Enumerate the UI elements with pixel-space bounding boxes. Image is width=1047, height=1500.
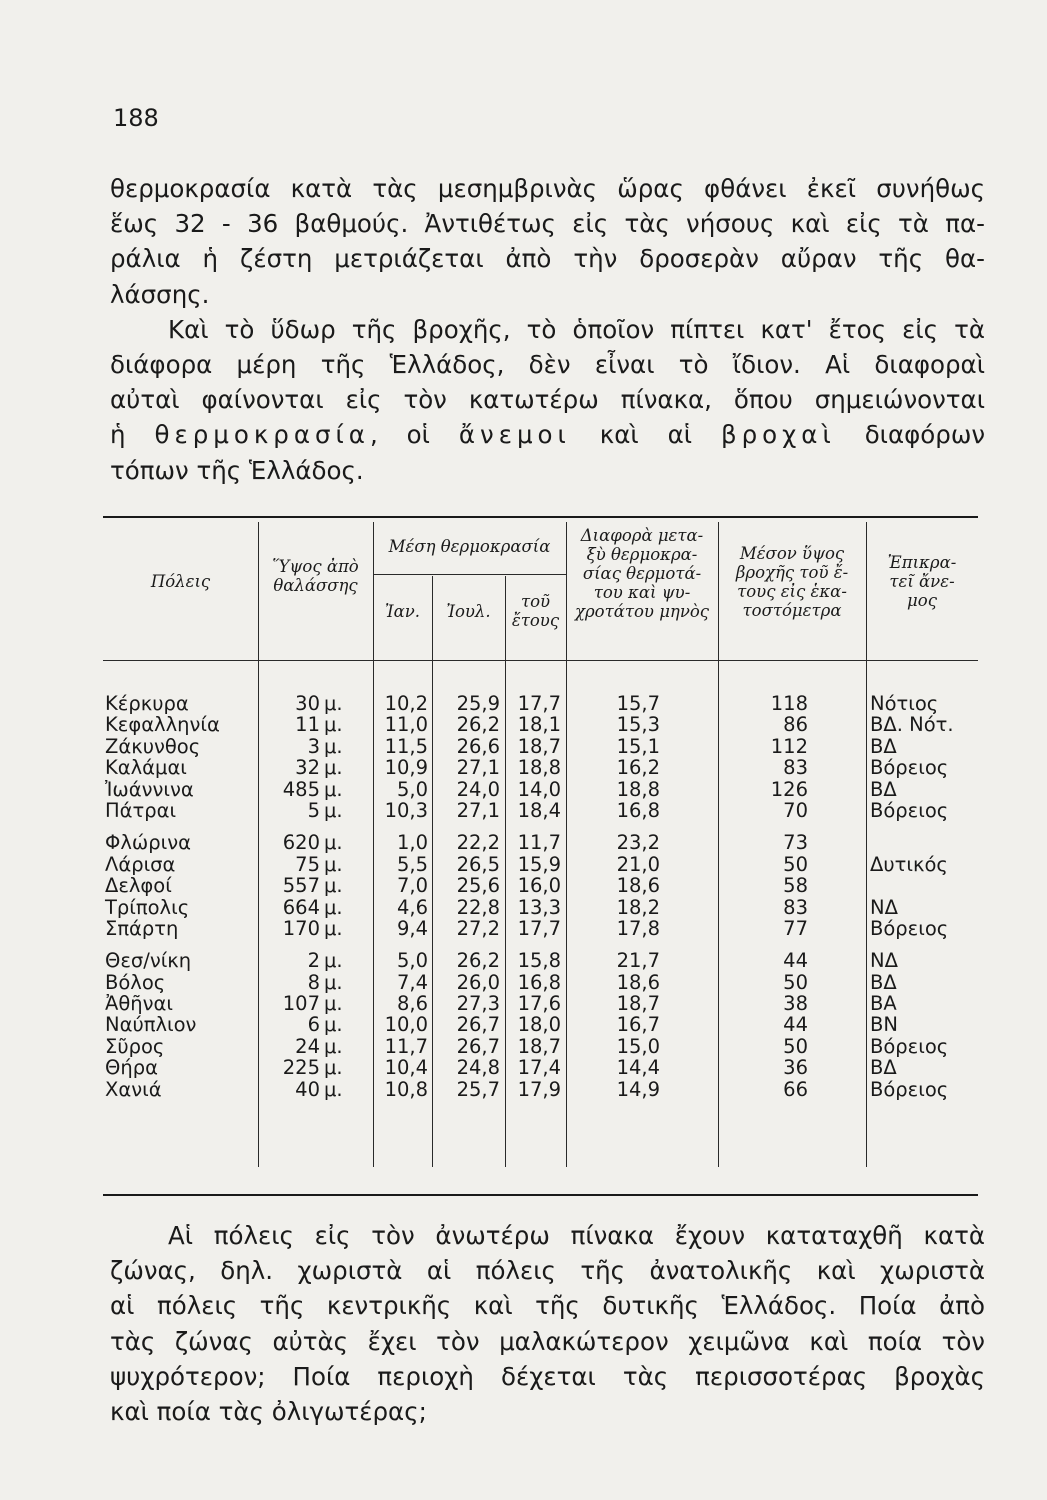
cell-jul: 27,1 <box>456 756 500 780</box>
cell-diff: 21,0 <box>616 852 660 876</box>
text-line: αὐταὶ φαίνονται εἰς τὸν κατωτέρω πίνακα, ὅπου σημειώνονται <box>110 385 985 415</box>
cell-jan: 7,4 <box>396 970 428 994</box>
column-year <box>505 693 561 1100</box>
cell-city: Θεσ/νίκη <box>105 949 192 973</box>
cell-altitude: 664 <box>282 895 320 919</box>
cell-rain: 83 <box>783 895 808 919</box>
cell-altitude: 40 <box>295 1077 320 1101</box>
cell-altitude: 24 <box>295 1034 320 1058</box>
cell-jul: 26,7 <box>456 1013 500 1037</box>
cell-altitude-unit: μ. <box>324 1056 343 1080</box>
text-line: τὰς ζώνας αὐτὰς ἔχει τὸν μαλακώτερον χειμῶνα καὶ ποία τὸν <box>110 1326 985 1356</box>
cell-jan: 5,0 <box>396 949 428 973</box>
header-line: τοστόμετρα <box>742 601 842 620</box>
cell-year: 18,0 <box>517 1013 561 1037</box>
column-jan <box>373 693 428 1100</box>
cell-diff: 18,8 <box>616 777 660 801</box>
cell-city: Βόλος <box>105 970 166 994</box>
header-line: τοῦ <box>520 592 551 611</box>
cell-rain: 50 <box>783 852 808 876</box>
cell-year: 16,8 <box>517 970 561 994</box>
cell-wind: Βόρειος <box>870 1077 949 1101</box>
cell-altitude-unit: μ. <box>324 970 343 994</box>
column-altitude <box>262 693 320 1100</box>
header-line: Ἐπικρα- <box>887 553 957 572</box>
cell-altitude: 485 <box>282 777 320 801</box>
cell-city: Σπάρτη <box>105 916 179 940</box>
cell-altitude-unit: μ. <box>324 949 343 973</box>
cell-diff: 16,7 <box>616 1013 660 1037</box>
cell-city: Κεφαλληνία <box>105 713 220 737</box>
cell-diff: 15,0 <box>616 1034 660 1058</box>
cell-city: Κέρκυρα <box>105 692 189 715</box>
cell-city: Ναύπλιον <box>105 1013 197 1037</box>
cell-rain: 44 <box>783 1013 808 1037</box>
group-gap <box>870 821 975 832</box>
cell-wind: ΝΔ <box>870 895 898 919</box>
cell-altitude: 225 <box>282 1056 320 1080</box>
cell-altitude: 2 <box>307 949 320 973</box>
cell-wind: Δυτικός <box>870 852 948 876</box>
cell-altitude: 557 <box>282 874 320 898</box>
cell-rain: 58 <box>783 874 808 898</box>
spaced-word: βροχαὶ <box>720 420 836 450</box>
cell-diff: 17,8 <box>616 916 660 940</box>
cell-diff: 21,7 <box>616 949 660 973</box>
cell-wind <box>870 875 975 896</box>
cell-rain: 38 <box>783 992 808 1016</box>
cell-wind: ΒΔ. Νότ. <box>870 713 954 737</box>
cell-jan: 10,4 <box>384 1056 428 1080</box>
cell-year: 11,7 <box>517 831 561 855</box>
header-year <box>505 592 566 630</box>
header-divider <box>103 660 978 661</box>
header-city: Πόλεις <box>150 572 211 591</box>
cell-altitude: 3 <box>307 734 320 758</box>
cell-year: 18,1 <box>517 713 561 737</box>
cell-jul: 22,2 <box>456 831 500 855</box>
cell-rain: 118 <box>770 692 808 715</box>
cell-diff: 15,1 <box>616 734 660 758</box>
cell-jul: 27,2 <box>456 916 500 940</box>
header-line: τους εἰς ἑκα- <box>737 582 847 601</box>
text-fragment: , οἱ <box>369 420 430 450</box>
cell-altitude-unit: μ. <box>324 895 343 919</box>
cell-wind: ΒΝ <box>870 1013 898 1037</box>
cell-city: Δελφοί <box>105 874 172 898</box>
text-line: ζώνας, δηλ. χωριστὰ αἱ πόλεις τῆς ἀνατολικῆς καὶ χωριστὰ <box>110 1256 985 1286</box>
cell-diff: 16,2 <box>616 756 660 780</box>
header-line: Διαφορὰ μετα- <box>580 526 704 545</box>
cell-jan: 11,0 <box>384 713 428 737</box>
cell-jul: 27,1 <box>456 798 500 822</box>
cell-rain: 70 <box>783 798 808 822</box>
cell-wind <box>870 832 975 853</box>
cell-year: 17,7 <box>517 692 561 715</box>
cell-jan: 10,9 <box>384 756 428 780</box>
header-altitude <box>258 557 373 595</box>
cell-jan: 10,0 <box>384 1013 428 1037</box>
cell-altitude-unit: μ. <box>324 916 343 940</box>
cell-diff: 14,4 <box>616 1056 660 1080</box>
cell-jul: 26,2 <box>456 949 500 973</box>
cell-city: Ζάκυνθος <box>105 734 201 758</box>
cell-jan: 1,0 <box>396 831 428 855</box>
spaced-word: ἄνεμοι <box>458 420 571 450</box>
text-line <box>110 417 985 452</box>
cell-year: 18,4 <box>517 798 561 822</box>
text-line: καὶ ποία τὰς ὀλιγωτέρας; <box>110 1397 427 1427</box>
header-line: τεῖ ἄνε- <box>889 572 955 591</box>
cell-wind: ΒΔ <box>870 777 897 801</box>
cell-jul: 22,8 <box>456 895 500 919</box>
cell-diff: 23,2 <box>616 831 660 855</box>
cell-city: Πάτραι <box>105 798 177 822</box>
header-line: Ὕψος ἀπὸ <box>272 557 359 576</box>
intro-paragraph <box>110 171 985 488</box>
text-line: θερμοκρασία κατὰ τὰς μεσημβρινὰς ὥρας φθάνει ἐκεῖ συνήθως <box>110 174 985 203</box>
cell-year: 17,7 <box>517 916 561 940</box>
cell-city: Χανιά <box>105 1077 162 1101</box>
cell-jan: 5,0 <box>396 777 428 801</box>
cell-wind: ΒΔ <box>870 1056 897 1080</box>
header-line: βροχῆς τοῦ ἔ- <box>735 563 849 582</box>
text-line: Καὶ τὸ ὕδωρ τῆς βροχῆς, τὸ ὁποῖον πίπτει κατ' ἔτος εἰς τὰ <box>168 314 985 344</box>
cell-rain: 36 <box>783 1056 808 1080</box>
cell-jan: 11,7 <box>384 1034 428 1058</box>
header-line: θαλάσσης <box>273 576 358 595</box>
header-line: ἔτους <box>511 611 560 630</box>
cell-year: 15,8 <box>517 949 561 973</box>
cell-altitude-unit: μ. <box>324 1013 343 1037</box>
cell-diff: 18,6 <box>616 970 660 994</box>
header-mean-temp: Μέση θερμοκρασία <box>388 537 551 556</box>
cell-diff: 18,2 <box>616 895 660 919</box>
cell-year: 18,8 <box>517 756 561 780</box>
cell-year: 18,7 <box>517 1034 561 1058</box>
header-line: σίας θερμοτά- <box>582 564 702 583</box>
cell-altitude: 30 <box>295 692 320 715</box>
header-line: του καὶ ψυ- <box>593 583 691 602</box>
cell-year: 16,0 <box>517 874 561 898</box>
cell-rain: 66 <box>783 1077 808 1101</box>
cell-jan: 7,0 <box>396 874 428 898</box>
column-altitude-unit <box>324 693 364 1100</box>
text-line: τόπων τῆς Ἑλλάδος. <box>110 455 364 485</box>
cell-jan: 10,2 <box>384 692 428 715</box>
cell-jul: 24,0 <box>456 777 500 801</box>
cell-diff: 15,3 <box>616 713 660 737</box>
header-line: μος <box>907 591 937 610</box>
spaced-word: θερμοκρασία <box>154 420 370 450</box>
text-line: Αἱ πόλεις εἰς τὸν ἀνωτέρω πίνακα ἔχουν καταταχθῆ κατὰ <box>168 1221 985 1250</box>
header-jan: Ἰαν. <box>384 602 420 621</box>
cell-year: 17,4 <box>517 1056 561 1080</box>
cell-diff: 18,6 <box>616 874 660 898</box>
header-diff <box>566 526 718 621</box>
text-fragment: καὶ αἱ <box>599 420 693 450</box>
col-divider <box>866 522 867 1167</box>
cell-altitude: 11 <box>295 713 320 737</box>
text-fragment: ἡ <box>110 420 126 450</box>
cell-altitude-unit: μ. <box>324 852 343 876</box>
cell-city: Ἀθῆναι <box>105 992 173 1016</box>
header-rain <box>718 544 866 620</box>
cell-jan: 9,4 <box>396 916 428 940</box>
cell-city: Ἰωάννινα <box>105 777 194 801</box>
cell-year: 17,9 <box>517 1077 561 1101</box>
cell-jul: 27,3 <box>456 992 500 1016</box>
cell-altitude: 5 <box>307 798 320 822</box>
cell-altitude: 6 <box>307 1013 320 1037</box>
cell-wind: ΒΑ <box>870 992 897 1016</box>
cell-rain: 86 <box>783 713 808 737</box>
cell-jul: 26,6 <box>456 734 500 758</box>
header-jul: Ἰουλ. <box>446 602 491 621</box>
text-line: λάσσης. <box>110 279 210 309</box>
cell-altitude-unit: μ. <box>324 831 343 855</box>
cell-rain: 50 <box>783 970 808 994</box>
cell-year: 18,7 <box>517 734 561 758</box>
cell-wind: Βόρειος <box>870 1034 949 1058</box>
cell-rain: 73 <box>783 831 808 855</box>
cell-city: Θήρα <box>105 1056 158 1080</box>
cell-year: 15,9 <box>517 852 561 876</box>
text-line: ἕως 32 - 36 βαθμούς. Ἀντιθέτως εἰς τὰς νήσους καὶ εἰς τὰ πα- <box>110 209 985 239</box>
cell-altitude-unit: μ. <box>324 874 343 898</box>
cell-year: 17,6 <box>517 992 561 1016</box>
cell-rain: 77 <box>783 916 808 940</box>
cell-year: 14,0 <box>517 777 561 801</box>
table-bottom-rule <box>103 1194 978 1196</box>
cell-jul: 26,2 <box>456 713 500 737</box>
cell-jan: 5,5 <box>396 852 428 876</box>
cell-rain: 126 <box>770 777 808 801</box>
column-wind <box>870 693 975 1100</box>
cell-jan: 10,8 <box>384 1077 428 1101</box>
cell-jan: 10,3 <box>384 798 428 822</box>
cell-altitude-unit: μ. <box>324 734 343 758</box>
cell-wind: Βόρειος <box>870 798 949 822</box>
cell-altitude-unit: μ. <box>324 798 343 822</box>
cell-diff: 18,7 <box>616 992 660 1016</box>
cell-wind: Βόρειος <box>870 916 949 940</box>
column-rain <box>718 693 808 1100</box>
column-jul <box>432 693 500 1100</box>
cell-city: Τρίπολις <box>105 895 190 919</box>
cell-altitude-unit: μ. <box>324 1077 343 1101</box>
cell-altitude-unit: μ. <box>324 756 343 780</box>
text-line: ράλια ἡ ζέστη μετριάζεται ἀπὸ τὴν δροσερὰν αὔραν τῆς θα- <box>110 244 985 274</box>
header-wind <box>866 553 978 610</box>
cell-jul: 25,7 <box>456 1077 500 1101</box>
cell-city: Σῦρος <box>105 1034 165 1058</box>
cell-year: 13,3 <box>517 895 561 919</box>
cell-altitude-unit: μ. <box>324 713 343 737</box>
cell-jul: 26,7 <box>456 1034 500 1058</box>
cell-altitude: 32 <box>295 756 320 780</box>
cell-wind: Νότιος <box>870 692 939 715</box>
cell-jan: 8,6 <box>396 992 428 1016</box>
column-city <box>105 693 260 1100</box>
text-fragment: διαφόρων <box>864 420 986 450</box>
cell-altitude: 107 <box>282 992 320 1016</box>
cell-altitude-unit: μ. <box>324 777 343 801</box>
column-diff <box>566 693 660 1100</box>
cell-city: Λάρισα <box>105 852 176 876</box>
cell-diff: 15,7 <box>616 692 660 715</box>
cell-jan: 11,5 <box>384 734 428 758</box>
mean-temp-underline <box>373 574 566 575</box>
text-line: αἱ πόλεις τῆς κεντρικῆς καὶ τῆς δυτικῆς Ἑλλάδος. Ποία ἀπὸ <box>110 1291 985 1321</box>
header-line: Μέσον ὕψος <box>739 544 845 563</box>
cell-altitude: 8 <box>307 970 320 994</box>
table-top-rule <box>103 516 978 518</box>
cell-rain: 50 <box>783 1034 808 1058</box>
cell-wind: ΒΔ <box>870 734 897 758</box>
cell-rain: 83 <box>783 756 808 780</box>
outro-paragraph <box>110 1218 985 1429</box>
cell-wind: ΒΔ <box>870 970 897 994</box>
page-number: 188 <box>113 104 159 132</box>
text-line: ψυχρότερον; Ποία περιοχὴ δέχεται τὰς περισσοτέρας βροχὰς <box>110 1361 985 1391</box>
cell-jul: 24,8 <box>456 1056 500 1080</box>
cell-jan: 4,6 <box>396 895 428 919</box>
cell-rain: 44 <box>783 949 808 973</box>
cell-altitude-unit: μ. <box>324 992 343 1016</box>
cell-jul: 26,0 <box>456 970 500 994</box>
cell-wind: ΝΔ <box>870 949 898 973</box>
cell-wind: Βόρειος <box>870 756 949 780</box>
cell-altitude: 170 <box>282 916 320 940</box>
cell-city: Φλώρινα <box>105 831 191 855</box>
cell-altitude: 620 <box>282 831 320 855</box>
cell-jul: 26,5 <box>456 852 500 876</box>
text-line: διάφορα μέρη τῆς Ἑλλάδος, δὲν εἶναι τὸ ἴδιον. Αἱ διαφοραὶ <box>110 350 985 380</box>
cell-rain: 112 <box>770 734 808 758</box>
cell-altitude-unit: μ. <box>324 1034 343 1058</box>
cell-altitude: 75 <box>295 852 320 876</box>
cell-jul: 25,9 <box>456 692 500 715</box>
cell-jul: 25,6 <box>456 874 500 898</box>
cell-diff: 14,9 <box>616 1077 660 1101</box>
cell-city: Καλάμαι <box>105 756 187 780</box>
cell-altitude-unit: μ. <box>324 692 343 715</box>
header-line: ξὺ θερμοκρα- <box>586 545 698 564</box>
cell-diff: 16,8 <box>616 798 660 822</box>
header-line: χροτάτου μηνὸς <box>574 602 710 621</box>
